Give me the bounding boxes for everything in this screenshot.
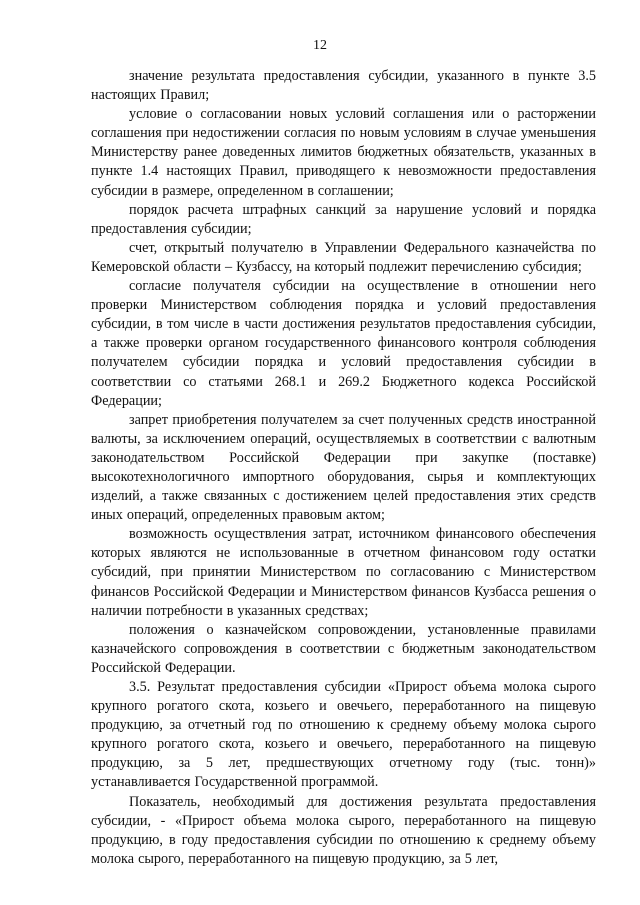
paragraph-section-3-5: 3.5. Результат предоставления субсидии «Прирост объема молока сырого крупного рогатого скота, козьего и овечьего, переработанного на пищевую продукцию, за отчетный год по отношению к среднему объему молока сырого крупного рогатого скота, козьего и овечьего, переработанного на пищевую продукцию, за 5 лет, предшествующих отчетному году (тыс. тонн)» устанавливается Государственной программой. (91, 679, 596, 791)
paragraph-agreement-terms: условие о согласовании новых условий соглашения или о расторжении соглашения при недостижении согласия по новым условиям в случае уменьшения Министерству ранее доведенных лимитов бюджетных обязательств, указанных в пункте 1.4 настоящих Правил, приводящего к невозможности предоставления субсидии в размере, определенном в соглашении; (91, 106, 596, 199)
paragraph-unused-balances: возможность осуществления затрат, источником финансового обеспечения которых являются не использованные в отчетном финансовом году остатки субсидий, при принятии Министерством по согласованию с Министерством финансов Российской Федерации и Министерством финансов Кузбасса решения о наличии потребности в указанных средствах; (91, 526, 596, 619)
paragraph-indicator: Показатель, необходимый для достижения результата предоставления субсидии, - «Прирост объема молока сырого, переработанного на пищевую продукцию, в году предоставления субсидии по отношению к среднему объему молока сырого, переработанного на пищевую продукцию, за 5 лет, (91, 793, 596, 867)
page-number: 12 (313, 38, 327, 53)
paragraph-currency-ban: запрет приобретения получателем за счет полученных средств иностранной валюты, за исключением операций, осуществляемых в соответствии с валютным законодательством Российской Федерации при закупке (поставке) высокотехнологичного импортного оборудования, сырья и комплектующих изделий, а также связанных с достижением целей предоставления этих средств иных операций, определенных правовым актом; (91, 411, 596, 524)
paragraph-audit-consent: согласие получателя субсидии на осуществление в отношении него проверки Министерством соблюдения порядка и условий предоставления субсидии, в том числе в части достижения результатов предоставления субсидии, а также проверки органом государственного финансового контроля соблюдения получателем субсидии порядка и условий предоставления субсидии в соответствии со статьями 268.1 и 269.2 Бюджетного кодекса Российской Федерации; (91, 278, 596, 409)
document-body (91, 67, 596, 869)
paragraph-treasury-account: счет, открытый получателю в Управлении Федерального казначейства по Кемеровской области – Кузбассу, на который подлежит перечислению субсидия; (91, 239, 596, 275)
paragraph-result-value: значение результата предоставления субсидии, указанного в пункте 3.5 настоящих Правил; (91, 68, 596, 104)
paragraph-penalty-order: порядок расчета штрафных санкций за нарушение условий и порядка предоставления субсидии; (91, 201, 596, 237)
paragraph-treasury-support: положения о казначейском сопровождении, установленные правилами казначейского сопровождения в соответствии с бюджетным законодательством Российской Федерации. (91, 621, 596, 676)
